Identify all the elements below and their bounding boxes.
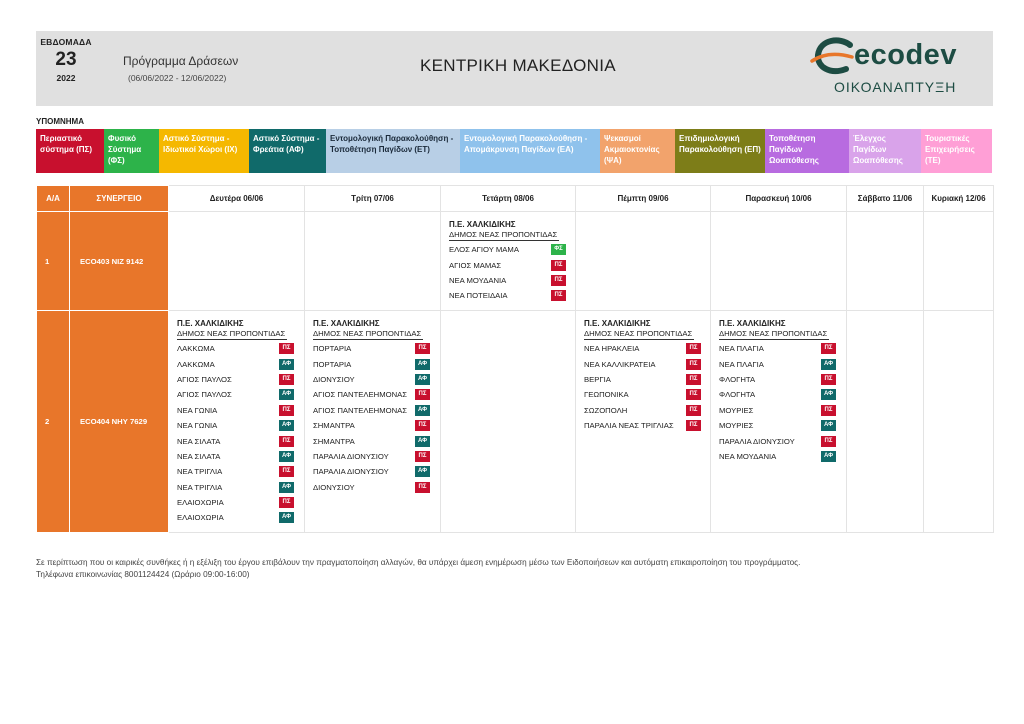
row-number: 1 [37, 212, 70, 311]
list-item [177, 510, 304, 525]
list-item [719, 341, 846, 356]
legend-item: Αστικό Σύστημα - Ιδιωτικοί Χώροι (ΙΧ) [159, 129, 249, 173]
column-header: Τρίτη 07/06 [305, 186, 441, 212]
system-tag: ΠΣ [279, 497, 294, 508]
day-cell [711, 212, 847, 311]
location-name: ΑΓΙΟΣ ΠΑΝΤΕΛΕΗΜΟΝΑΣ [313, 405, 408, 415]
schedule-table [36, 185, 994, 533]
system-tag: ΠΣ [551, 290, 566, 301]
legend-item: Τουριστικές Επιχειρήσεις (ΤΕ) [921, 129, 992, 173]
system-tag: ΠΣ [686, 389, 701, 400]
schedule-block [169, 311, 304, 526]
footer-line-1: Σε περίπτωση που οι καιρικές συνθήκες ή η εξέλιξη του έργου επιβάλουν την πραγματοποίηση αλλαγών, θα υπάρχει άμεση ενημέρωση μέσω των Ειδοποιήσεων και αυτόματη επικαιροποίηση του προγράμματος. [36, 558, 801, 567]
list-item [177, 403, 304, 418]
system-tag: ΑΦ [415, 359, 430, 370]
list-item [313, 449, 440, 464]
system-tag: ΑΦ [415, 436, 430, 447]
team-cell: ECO404 ΝΗΥ 7629 [70, 311, 169, 533]
list-item [177, 495, 304, 510]
table-header-row [37, 186, 994, 212]
system-tag: ΠΣ [821, 374, 836, 385]
location-name: ΝΕΑ ΣΙΛΑΤΑ [177, 451, 221, 461]
location-name: ΕΛΑΙΟΧΩΡΙΑ [177, 498, 224, 508]
column-header: Τετάρτη 08/06 [441, 186, 576, 212]
day-cell [305, 212, 441, 311]
location-name: ΠΑΡΑΛΙΑ ΔΙΟΝΥΣΙΟΥ [313, 451, 389, 461]
system-tag: ΦΣ [551, 244, 566, 255]
week-number: 23 [55, 49, 77, 70]
list-item [584, 387, 710, 402]
list-item [177, 356, 304, 371]
list-item [177, 480, 304, 495]
day-cell [305, 311, 441, 533]
system-tag: ΠΣ [279, 405, 294, 416]
location-name: ΦΛΟΓΗΤΑ [719, 374, 756, 384]
system-tag: ΠΣ [821, 343, 836, 354]
system-tag: ΠΣ [821, 405, 836, 416]
location-name: ΠΑΡΑΛΙΑ ΝΕΑΣ ΤΡΙΓΛΙΑΣ [584, 421, 674, 431]
logo-swoosh-icon [810, 37, 854, 77]
prefecture-heading: Π.Ε. ΧΑΛΚΙΔΙΚΗΣ [449, 220, 516, 229]
legend-item: Εντομολογική Παρακολούθηση - Τοποθέτηση Παγίδων (ΕΤ) [326, 129, 460, 173]
location-name: ΣΩΖΟΠΟΛΗ [584, 405, 628, 415]
week-year: 2022 [56, 73, 76, 83]
day-cell [576, 311, 711, 533]
page-header [36, 31, 993, 106]
location-name: ΕΛΟΣ ΑΓΙΟΥ ΜΑΜΑ [449, 245, 519, 255]
list-item [313, 418, 440, 433]
legend-item: Εντομολογική Παρακολούθηση - Απομάκρυνση Παγίδων (ΕΑ) [460, 129, 600, 173]
day-cell [924, 311, 994, 533]
table-row [37, 311, 994, 533]
list-item [449, 242, 575, 257]
location-name: ΠΟΡΤΑΡΙΑ [313, 359, 352, 369]
list-item [177, 449, 304, 464]
location-name: ΔΙΟΝΥΣΙΟΥ [313, 374, 355, 384]
location-name: ΑΓΙΟΣ ΠΑΥΛΟΣ [177, 374, 232, 384]
system-tag: ΠΣ [415, 482, 430, 493]
region-title: ΚΕΝΤΡΙΚΗ ΜΑΚΕΔΟΝΙΑ [420, 56, 616, 75]
location-name: ΠΟΡΤΑΡΙΑ [313, 344, 352, 354]
location-name: ΓΕΩΠΟΝΙΚΑ [584, 390, 629, 400]
location-name: ΝΕΑ ΗΡΑΚΛΕΙΑ [584, 344, 640, 354]
column-header: Κυριακή 12/06 [924, 186, 994, 212]
list-item [719, 433, 846, 448]
list-item [584, 372, 710, 387]
location-name: ΝΕΑ ΓΩΝΙΑ [177, 421, 218, 431]
list-item [584, 418, 710, 433]
system-tag: ΠΣ [279, 466, 294, 477]
municipality-heading: ΔΗΜΟΣ ΝΕΑΣ ΠΡΟΠΟΝΤΙΔΑΣ [313, 329, 422, 338]
day-cell [847, 311, 924, 533]
list-item [177, 418, 304, 433]
week-label: ΕΒΔΟΜΑΔΑ [40, 37, 92, 47]
list-item [719, 403, 846, 418]
location-name: ΝΕΑ ΓΩΝΙΑ [177, 405, 218, 415]
legend-item: Αστικό Σύστημα - Φρεάτια (ΑΦ) [249, 129, 326, 173]
system-tag: ΠΣ [551, 260, 566, 271]
list-item [313, 387, 440, 402]
system-tag: ΠΣ [551, 275, 566, 286]
column-header: Πέμπτη 09/06 [576, 186, 711, 212]
system-tag: ΑΦ [279, 420, 294, 431]
legend-item: Τοποθέτηση Παγίδων Ωοαπόθεσης [765, 129, 849, 173]
list-item [313, 403, 440, 418]
ecodev-logo [810, 37, 988, 99]
system-tag: ΑΦ [415, 405, 430, 416]
location-name: ΒΕΡΓΙΑ [584, 374, 611, 384]
location-name: ΑΓΙΟΣ ΠΑΝΤΕΛΕΗΜΟΝΑΣ [313, 390, 408, 400]
location-name: ΝΕΑ ΠΛΑΓΙΑ [719, 344, 764, 354]
row-number: 2 [37, 311, 70, 533]
list-item [177, 341, 304, 356]
day-cell [169, 311, 305, 533]
location-name: ΝΕΑ ΠΛΑΓΙΑ [719, 359, 764, 369]
location-name: ΜΟΥΡΙΕΣ [719, 405, 754, 415]
column-header: ΣΥΝΕΡΓΕΙΟ [70, 186, 169, 212]
location-name: ΠΑΡΑΛΙΑ ΔΙΟΝΥΣΙΟΥ [313, 467, 389, 477]
location-name: ΣΗΜΑΝΤΡΑ [313, 436, 355, 446]
location-name: ΝΕΑ ΤΡΙΓΛΙΑ [177, 482, 223, 492]
legend-title: ΥΠΟΜΝΗΜΑ [36, 117, 84, 126]
location-name: ΜΟΥΡΙΕΣ [719, 421, 754, 431]
schedule-block [576, 311, 710, 433]
system-tag: ΠΣ [686, 374, 701, 385]
list-item [177, 387, 304, 402]
day-cell [576, 212, 711, 311]
list-item [313, 341, 440, 356]
day-cell [924, 212, 994, 311]
prefecture-heading: Π.Ε. ΧΑΛΚΙΔΙΚΗΣ [584, 319, 651, 328]
column-header: Σάββατο 11/06 [847, 186, 924, 212]
system-tag: ΠΣ [415, 451, 430, 462]
list-item [313, 480, 440, 495]
list-item [584, 356, 710, 371]
list-item [177, 433, 304, 448]
list-item [584, 403, 710, 418]
location-name: ΝΕΑ ΠΟΤΕΙΔΑΙΑ [449, 291, 508, 301]
list-item [177, 372, 304, 387]
system-tag: ΑΦ [821, 359, 836, 370]
location-name: ΝΕΑ ΜΟΥΔΑΝΙΑ [719, 451, 777, 461]
prefecture-heading: Π.Ε. ΧΑΛΚΙΔΙΚΗΣ [719, 319, 786, 328]
location-name: ΕΛΑΙΟΧΩΡΙΑ [177, 513, 224, 523]
location-name: ΛΑΚΚΩΜΑ [177, 344, 215, 354]
system-tag: ΠΣ [686, 405, 701, 416]
system-tag: ΠΣ [279, 436, 294, 447]
system-tag: ΑΦ [279, 389, 294, 400]
legend-item: Ψεκασμοί Ακμαιοκτονίας (ΨΑ) [600, 129, 675, 173]
system-tag: ΠΣ [279, 374, 294, 385]
team-cell: ECO403 ΝΙΖ 9142 [70, 212, 169, 311]
location-name: ΠΑΡΑΛΙΑ ΔΙΟΝΥΣΙΟΥ [719, 436, 795, 446]
municipality-heading: ΔΗΜΟΣ ΝΕΑΣ ΠΡΟΠΟΝΤΙΔΑΣ [177, 329, 286, 338]
location-name: ΑΓΙΟΣ ΠΑΥΛΟΣ [177, 390, 232, 400]
system-tag: ΑΦ [415, 374, 430, 385]
location-name: ΔΙΟΝΥΣΙΟΥ [313, 482, 355, 492]
list-item [313, 464, 440, 479]
day-cell [847, 212, 924, 311]
system-tag: ΑΦ [279, 359, 294, 370]
prefecture-heading: Π.Ε. ΧΑΛΚΙΔΙΚΗΣ [313, 319, 380, 328]
legend-item: Έλεγχος Παγίδων Ωοαπόθεσης [849, 129, 921, 173]
list-item [719, 449, 846, 464]
list-item [584, 341, 710, 356]
schedule-block [711, 311, 846, 464]
day-cell [441, 311, 576, 533]
column-header: Α/Α [37, 186, 70, 212]
day-cell [169, 212, 305, 311]
system-tag: ΠΣ [279, 343, 294, 354]
footer-line-2: Τηλέφωνα επικοινωνίας 8001124424 (Ωράριο 09:00-16:00) [36, 569, 250, 579]
location-name: ΣΗΜΑΝΤΡΑ [313, 421, 355, 431]
schedule-block [441, 212, 575, 304]
logo-word: ecodev [854, 39, 957, 71]
list-item [449, 257, 575, 272]
prefecture-heading: Π.Ε. ΧΑΛΚΙΔΙΚΗΣ [177, 319, 244, 328]
system-tag: ΠΣ [415, 420, 430, 431]
week-box [36, 37, 96, 83]
system-tag: ΑΦ [821, 389, 836, 400]
system-tag: ΑΦ [279, 512, 294, 523]
system-tag: ΠΣ [686, 420, 701, 431]
list-item [719, 418, 846, 433]
program-title: Πρόγραμμα Δράσεων [123, 54, 239, 68]
location-name: ΝΕΑ ΤΡΙΓΛΙΑ [177, 467, 223, 477]
program-dates: (06/06/2022 - 12/06/2022) [128, 73, 227, 83]
municipality-heading: ΔΗΜΟΣ ΝΕΑΣ ΠΡΟΠΟΝΤΙΔΑΣ [449, 230, 558, 239]
location-name: ΛΑΚΚΩΜΑ [177, 359, 215, 369]
column-header: Δευτέρα 06/06 [169, 186, 305, 212]
list-item [719, 387, 846, 402]
location-name: ΝΕΑ ΜΟΥΔΑΝΙΑ [449, 275, 507, 285]
location-name: ΦΛΟΓΗΤΑ [719, 390, 756, 400]
list-item [177, 464, 304, 479]
system-tag: ΠΣ [686, 359, 701, 370]
location-name: ΝΕΑ ΣΙΛΑΤΑ [177, 436, 221, 446]
list-item [719, 372, 846, 387]
table-row [37, 212, 994, 311]
system-tag: ΠΣ [686, 343, 701, 354]
legend-item: Φυσικό Σύστημα (ΦΣ) [104, 129, 159, 173]
footer-note [36, 557, 800, 580]
legend [36, 129, 992, 173]
list-item [449, 288, 575, 303]
system-tag: ΑΦ [415, 466, 430, 477]
legend-item: Περιαστικό σύστημα (ΠΣ) [36, 129, 104, 173]
column-header: Παρασκευή 10/06 [711, 186, 847, 212]
location-name: ΝΕΑ ΚΑΛΛΙΚΡΑΤΕΙΑ [584, 359, 656, 369]
list-item [313, 433, 440, 448]
day-cell [711, 311, 847, 533]
schedule-block [305, 311, 440, 495]
municipality-heading: ΔΗΜΟΣ ΝΕΑΣ ΠΡΟΠΟΝΤΙΔΑΣ [584, 329, 693, 338]
system-tag: ΑΦ [279, 482, 294, 493]
system-tag: ΠΣ [821, 436, 836, 447]
system-tag: ΠΣ [415, 389, 430, 400]
list-item [313, 356, 440, 371]
system-tag: ΑΦ [279, 451, 294, 462]
system-tag: ΠΣ [415, 343, 430, 354]
list-item [719, 356, 846, 371]
system-tag: ΑΦ [821, 420, 836, 431]
system-tag: ΑΦ [821, 451, 836, 462]
legend-item: Επιδημιολογική Παρακολούθηση (ΕΠ) [675, 129, 765, 173]
municipality-heading: ΔΗΜΟΣ ΝΕΑΣ ΠΡΟΠΟΝΤΙΔΑΣ [719, 329, 828, 338]
list-item [449, 273, 575, 288]
list-item [313, 372, 440, 387]
location-name: ΑΓΙΟΣ ΜΑΜΑΣ [449, 260, 502, 270]
day-cell [441, 212, 576, 311]
logo-subtitle: ΟΙΚΟΑΝΑΠΤΥΞΗ [834, 79, 957, 95]
